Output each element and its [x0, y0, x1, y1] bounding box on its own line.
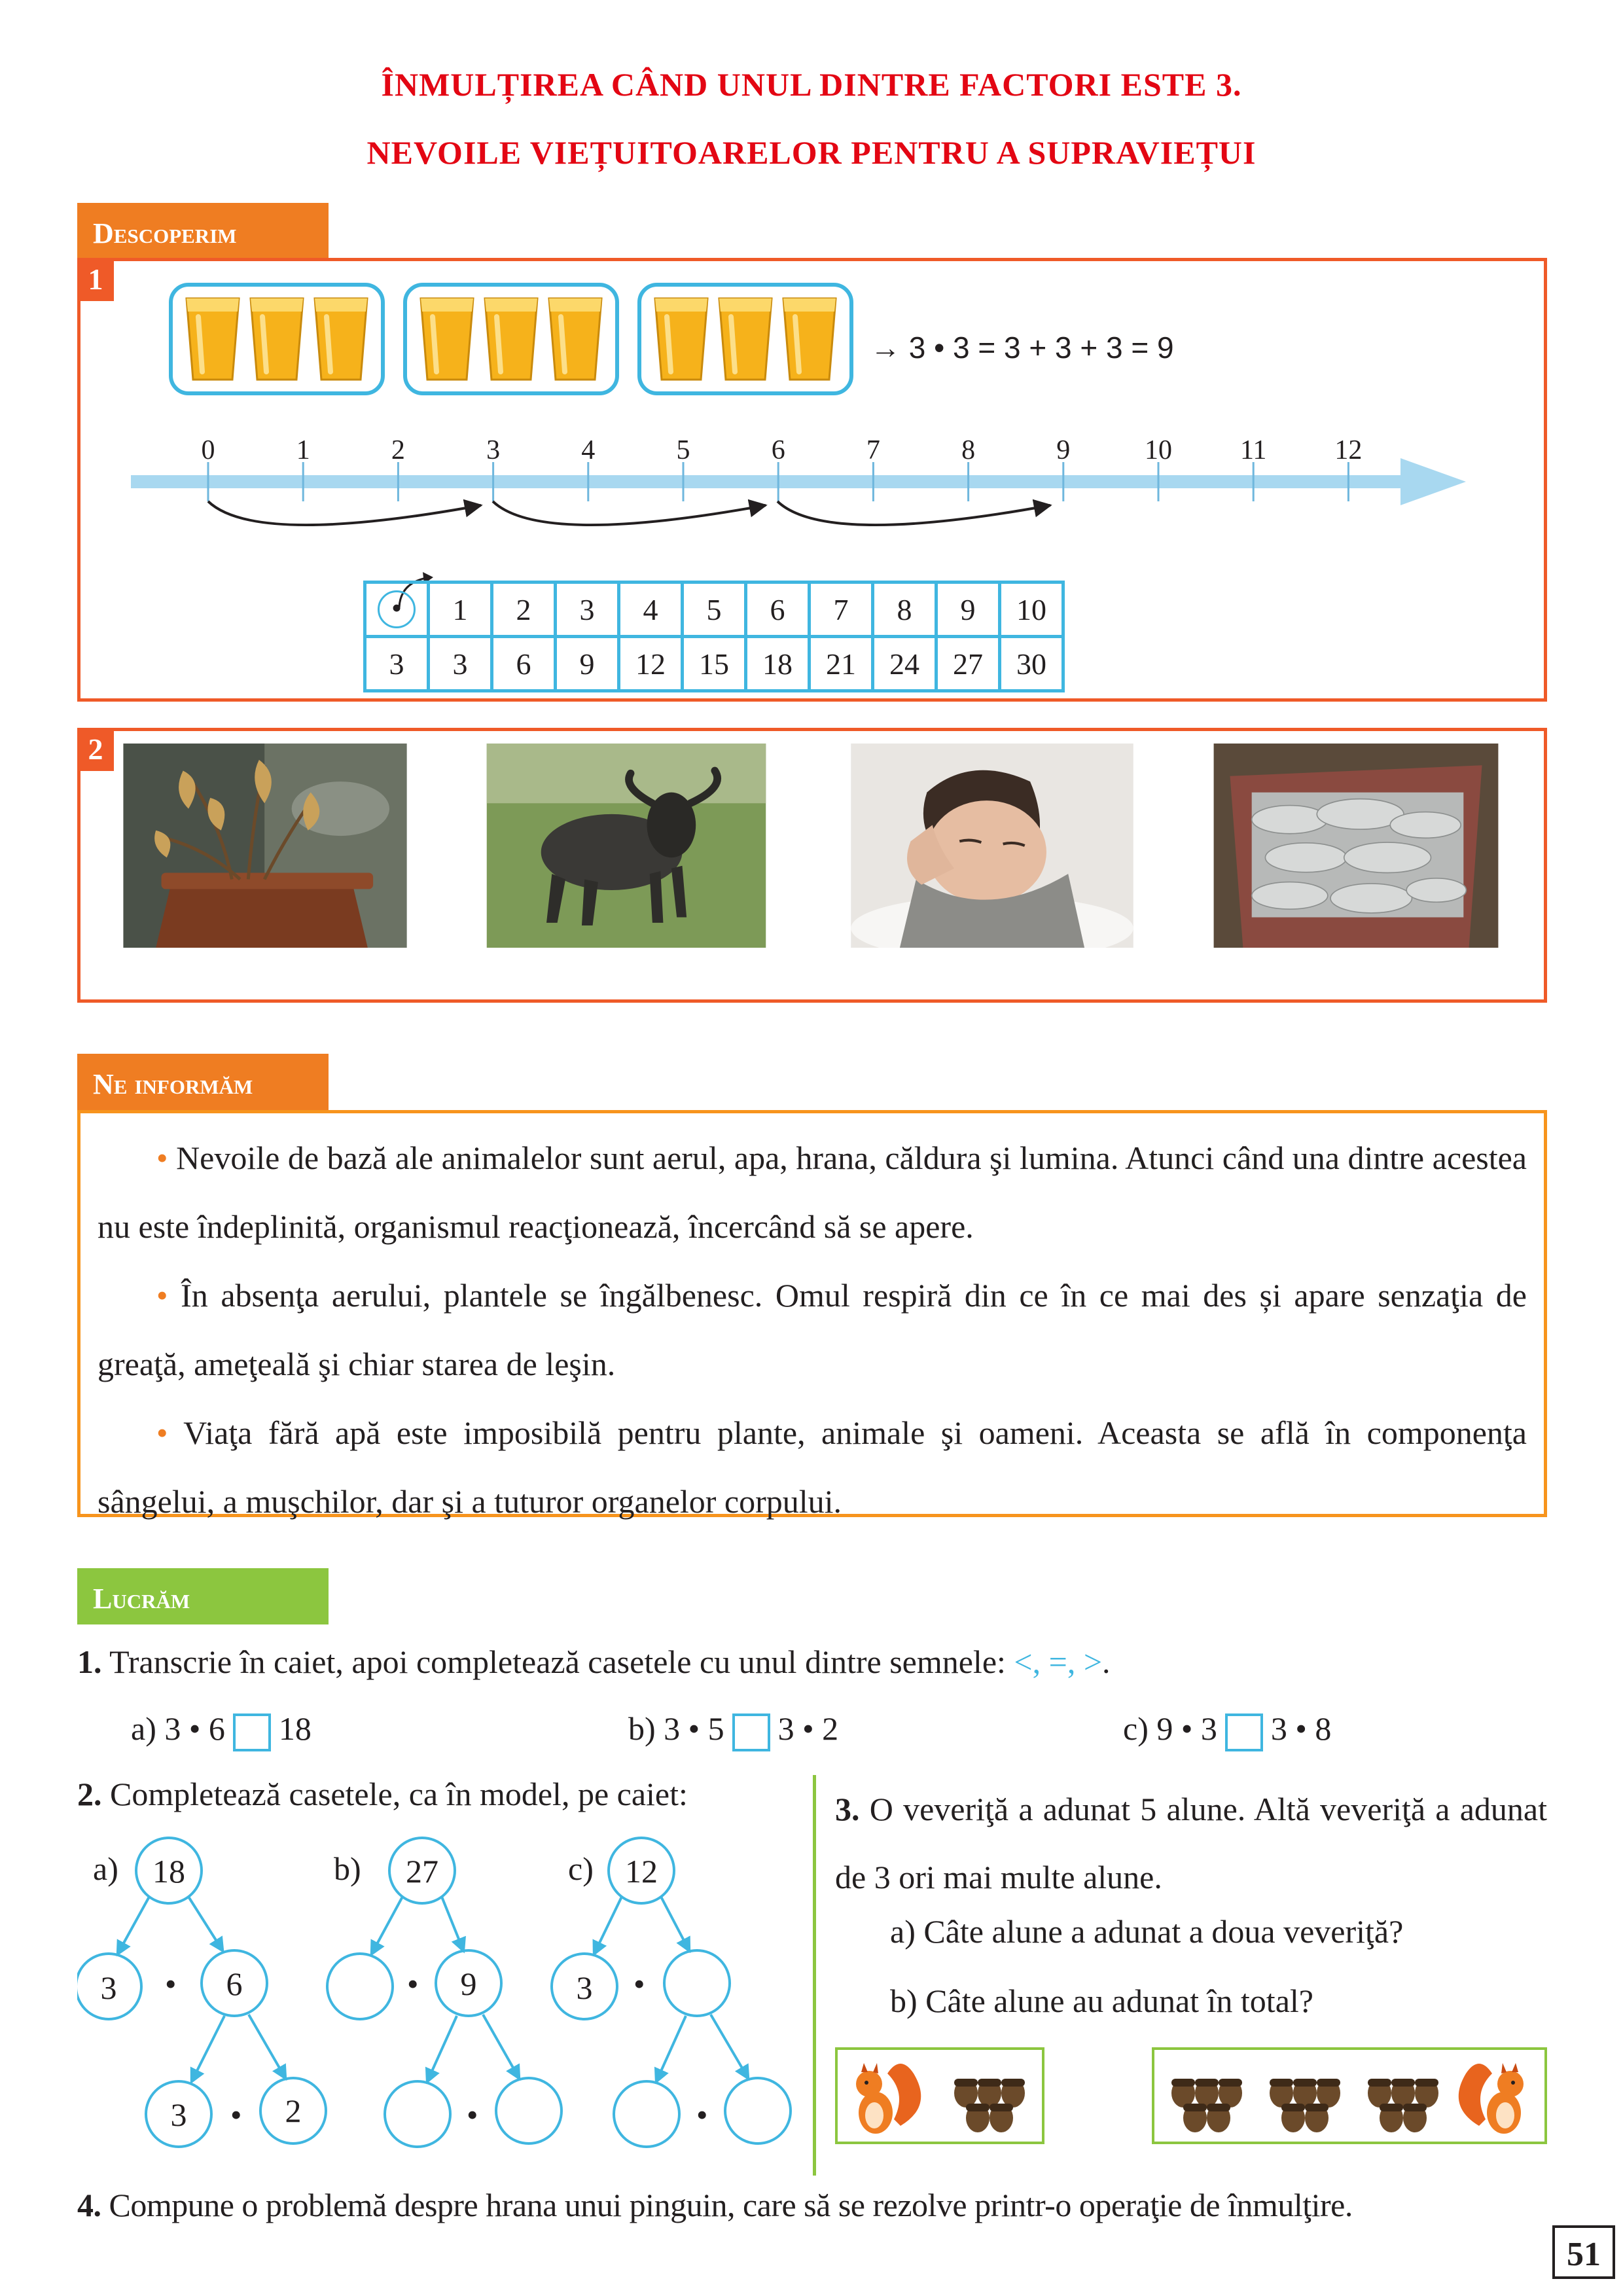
info-text-3: Viaţa fără apă este imposibilă pentru plante, animale şi oameni. Aceasta se află în componenţa sângelui, a muşchilor, dar şi a tuturor organelor corpului.	[98, 1414, 1527, 1520]
tree-c-right-node	[664, 1950, 730, 2016]
table-cell: 24	[873, 637, 936, 691]
jump-arrow-1	[208, 501, 481, 525]
exercise-2	[77, 1775, 688, 1813]
table-row	[365, 637, 1063, 691]
table-cell: 3	[429, 637, 492, 691]
answer-box[interactable]	[1225, 1713, 1263, 1751]
number-line-label: 7	[866, 435, 880, 465]
table-cell: 27	[936, 637, 1000, 691]
jump-arrow-3	[777, 501, 1050, 525]
info-paragraph-2	[98, 1261, 1527, 1399]
tree-b-dot: •	[407, 1965, 419, 2002]
answer-box[interactable]	[732, 1713, 770, 1751]
ex1-c-right: 3 • 8	[1270, 1710, 1332, 1747]
ex1-a-right: 18	[278, 1710, 312, 1747]
number-line-arrowhead	[1400, 458, 1466, 505]
exercise-3-text: O veveriţă a adunat 5 alune. Altă veveriţă a adunat de 3 ori mai multe alune.	[835, 1791, 1547, 1895]
exercise-4-text: Compune o problemă despre hrana unui pinguin, care să se rezolve printr-o operaţie de înmulţire.	[109, 2187, 1353, 2223]
juice-glass-icon	[481, 293, 541, 385]
juice-glass-icon	[183, 293, 243, 385]
table-header-cell: 6	[746, 583, 810, 637]
exercise-4	[77, 2186, 1353, 2224]
exercise-1	[77, 1643, 1111, 1681]
tree-a-bottom-dot: •	[230, 2096, 242, 2133]
signs-list: <, =, >	[1014, 1643, 1103, 1680]
number-line-label: 4	[581, 435, 596, 465]
glass-group-2	[403, 283, 619, 395]
multiply-dot-icon: •	[378, 590, 416, 628]
exercise-4-number: 4.	[77, 2187, 101, 2223]
ex1-c-left: c) 9 • 3	[1123, 1710, 1217, 1747]
jump-arrow-2	[493, 501, 766, 525]
table-header-cell: 3	[556, 583, 619, 637]
page-title-line2: NEVOILE VIEȚUITOARELOR PENTRU A SUPRAVIEȚUI	[366, 134, 1257, 171]
exercise-3-number: 3.	[835, 1791, 860, 1827]
table-cell: 15	[683, 637, 746, 691]
table-header-cell: 2	[492, 583, 556, 637]
number-line-label: 5	[676, 435, 690, 465]
multiplication-equation: → 3 • 3 = 3 + 3 + 3 = 9	[870, 331, 1174, 365]
tree-b-left-node	[327, 1954, 393, 2019]
fish-basket-photo	[1185, 744, 1527, 948]
squirrel-nuts-box-2	[1152, 2047, 1547, 2144]
tab-descoperim: Descoperim	[77, 203, 329, 259]
juice-glass-icon	[651, 293, 711, 385]
exercise-1-end: .	[1102, 1643, 1111, 1680]
tree-c-left-value: 3	[576, 1969, 593, 2006]
table-header-cell: 9	[936, 583, 1000, 637]
exercise-3	[835, 1775, 1547, 1911]
exercise-1-number: 1.	[77, 1643, 102, 1680]
table-header-cell: 5	[683, 583, 746, 637]
ex1-a-left: a) 3 • 6	[131, 1710, 225, 1747]
bullet-icon: •	[156, 1139, 168, 1176]
tree-c-bottom-left-node	[614, 2081, 679, 2147]
number-line-label: 1	[296, 435, 310, 465]
tab-lucram: Lucrăm	[77, 1568, 329, 1624]
juice-glass-icon	[417, 293, 477, 385]
tree-a-right-value: 6	[226, 1965, 243, 2002]
number-line-label: 9	[1056, 435, 1071, 465]
tree-b-bottom-right-node	[496, 2078, 562, 2144]
tree-a-left-value: 3	[100, 1969, 117, 2006]
number-line-bar	[131, 475, 1400, 488]
glass-groups	[169, 283, 853, 395]
item-number-1: 1	[77, 258, 114, 301]
juice-glass-icon	[715, 293, 776, 385]
ex1-item-b	[628, 1710, 838, 1751]
bullet-icon: •	[156, 1414, 168, 1451]
table-header-cell: 10	[1000, 583, 1063, 637]
number-line-label: 11	[1240, 435, 1267, 465]
table-cell: 3	[365, 637, 429, 691]
number-line-label: 10	[1145, 435, 1172, 465]
number-line-label: 2	[391, 435, 405, 465]
tree-c-bottom-right-node	[725, 2078, 791, 2144]
juice-glass-icon	[545, 293, 605, 385]
ex1-item-a	[131, 1710, 312, 1751]
table-cell: 6	[492, 637, 556, 691]
number-line-label: 6	[771, 435, 785, 465]
ex1-b-right: 3 • 2	[777, 1710, 839, 1747]
glass-group-3	[637, 283, 853, 395]
column-divider	[813, 1775, 816, 2176]
tree-c-dot: •	[633, 1965, 645, 2002]
page-number: 51	[1552, 2225, 1615, 2279]
squirrel-nuts-box-1	[835, 2047, 1044, 2144]
table-header-cell: 7	[810, 583, 873, 637]
table-cell: 30	[1000, 637, 1063, 691]
multiply-symbol-cell	[365, 583, 429, 637]
number-line-label: 8	[961, 435, 976, 465]
tree-c-bottom-dot: •	[696, 2096, 708, 2133]
table-cell: 9	[556, 637, 619, 691]
table-cell: 18	[746, 637, 810, 691]
juice-glass-icon	[311, 293, 371, 385]
exercise-3-question-a: a) Câte alune a adunat a doua veveriţă?	[890, 1913, 1404, 1950]
table-header-row	[365, 583, 1063, 637]
tree-a-bottom-right-value: 2	[285, 2092, 302, 2129]
info-paragraph-1	[98, 1124, 1527, 1261]
exercise-2-text: Completează casetele, ca în model, pe caiet:	[110, 1776, 688, 1812]
info-text-2: În absenţa aerului, plantele se îngălbenesc. Omul respiră din ce în ce mai des și apare senzaţia de greaţă, ameţeală şi chiar starea de leşin.	[98, 1277, 1527, 1382]
tab-ne-informam: Ne informăm	[77, 1054, 329, 1110]
number-line-label: 0	[201, 435, 215, 465]
table-header-cell: 8	[873, 583, 936, 637]
item-number-2: 2	[77, 728, 114, 771]
info-text-1: Nevoile de bază ale animalelor sunt aerul, apa, hrana, căldura şi lumina. Atunci când una dintre acestea nu este îndeplinită, organismul reacţionează, încercând să se apere.	[98, 1139, 1527, 1245]
table-cell: 21	[810, 637, 873, 691]
multiplication-table	[363, 581, 1065, 692]
tree-b-top-value: 27	[406, 1853, 438, 1890]
table-header-cell: 1	[429, 583, 492, 637]
glass-group-1	[169, 283, 385, 395]
exercise-1-text: Transcrie în caiet, apoi completează casetele cu unul dintre semnele:	[109, 1643, 1006, 1680]
tree-a-label: a)	[93, 1850, 118, 1887]
page-title-line1: ÎNMULȚIREA CÂND UNUL DINTRE FACTORI ESTE 3.	[381, 66, 1242, 103]
tree-a-bottom-left-value: 3	[170, 2096, 187, 2133]
tree-b-bottom-dot: •	[467, 2096, 478, 2133]
number-line-label: 12	[1334, 435, 1363, 465]
info-paragraph-3	[98, 1399, 1527, 1536]
exercise-2-number: 2.	[77, 1776, 102, 1812]
withered-plant-photo	[94, 744, 436, 948]
bullet-icon: •	[156, 1277, 168, 1314]
tree-a-top-value: 18	[152, 1853, 185, 1890]
juice-glass-icon	[779, 293, 840, 385]
table-header-cell: 4	[619, 583, 683, 637]
table-cell: 12	[619, 637, 683, 691]
sick-boy-photo	[822, 744, 1162, 948]
tree-b-right-value: 9	[460, 1965, 477, 2002]
info-box	[77, 1110, 1547, 1520]
juice-glass-icon	[247, 293, 307, 385]
buffalo-photo	[458, 744, 794, 948]
tree-b-bottom-left-node	[385, 2081, 450, 2147]
tree-c-top-value: 12	[625, 1853, 658, 1890]
ex1-item-c	[1123, 1710, 1331, 1751]
tree-a-dot: •	[165, 1965, 177, 2002]
exercise-3-question-b: b) Câte alune au adunat în total?	[890, 1982, 1313, 2019]
answer-box[interactable]	[233, 1713, 271, 1751]
tree-b-label: b)	[334, 1850, 361, 1887]
tree-c-label: c)	[568, 1850, 594, 1887]
ex1-b-left: b) 3 • 5	[628, 1710, 724, 1747]
number-line-label: 3	[486, 435, 501, 465]
